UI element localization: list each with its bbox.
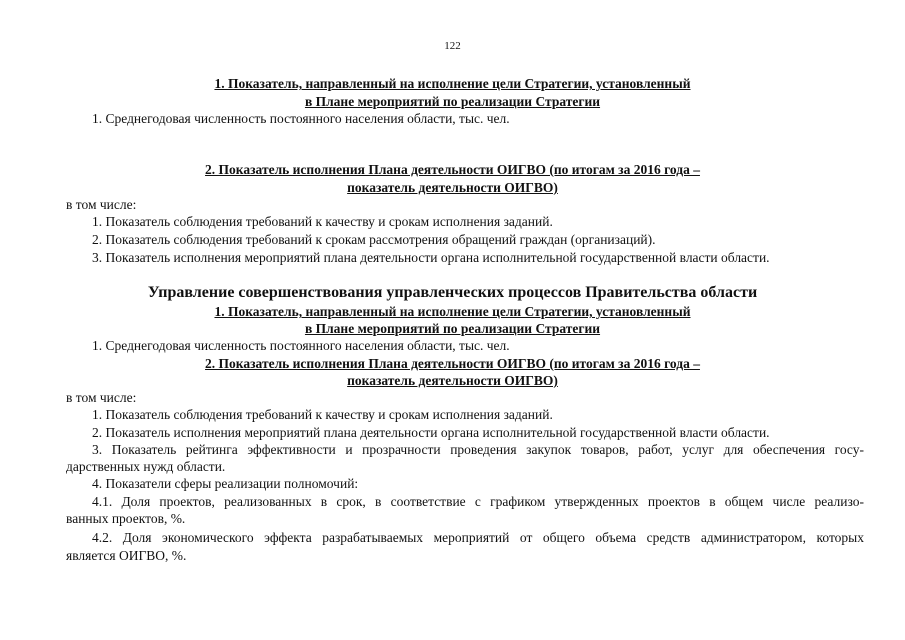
dept-section-b-heading-line2: показатель деятельности ОИГВО) xyxy=(347,373,558,388)
section-b-heading-line2: показатель деятельности ОИГВО) xyxy=(347,180,558,195)
page-number: 122 xyxy=(444,40,461,52)
department-title: Управление совершенствования управленческих процессов Правительства области xyxy=(147,284,758,301)
dept-section-b-item-4-1-line2: ванных проектов, %. xyxy=(66,511,186,526)
dept-section-b-item-4-2-line1: 4.2. Доля экономического эффекта разрабатываемых мероприятий от общего объема средств администратором, которых xyxy=(92,530,864,545)
section-b-heading-line1: 2. Показатель исполнения Плана деятельности ОИГВО (по итогам за 2016 года – xyxy=(205,162,700,177)
dept-section-a-heading-line1: 1. Показатель, направленный на исполнение цели Стратегии, установленный xyxy=(214,304,691,319)
section-a-heading-line1: 1. Показатель, направленный на исполнение цели Стратегии, установленный xyxy=(214,76,691,91)
section-a-heading-line2: в Плане мероприятий по реализации Стратегии xyxy=(304,94,601,109)
section-b-item-1: 1. Показатель соблюдения требований к качеству и срокам исполнения заданий. xyxy=(92,214,553,229)
section-b-including: в том числе: xyxy=(66,197,137,212)
dept-section-a-item-1: 1. Среднегодовая численность постоянного населения области, тыс. чел. xyxy=(92,338,510,353)
dept-section-b-item-1: 1. Показатель соблюдения требований к качеству и срокам исполнения заданий. xyxy=(92,407,553,422)
dept-section-b-item-3-line1: 3. Показатель рейтинга эффективности и прозрачности проведения закупок товаров, работ, услуг для обеспечения госу- xyxy=(92,442,864,457)
section-b-item-2: 2. Показатель соблюдения требований к срокам рассмотрения обращений граждан (организаций). xyxy=(92,232,656,247)
dept-section-b-item-3-line2: дарственных нужд области. xyxy=(66,459,226,474)
dept-section-b-item-2: 2. Показатель исполнения мероприятий плана деятельности органа исполнительной государственной власти области. xyxy=(92,425,770,440)
dept-section-b-item-4: 4. Показатели сферы реализации полномочий: xyxy=(92,476,359,491)
dept-section-b-heading-line1: 2. Показатель исполнения Плана деятельности ОИГВО (по итогам за 2016 года – xyxy=(205,356,700,371)
dept-section-b-including: в том числе: xyxy=(66,390,137,405)
dept-section-b-item-4-2-line2: является ОИГВО, %. xyxy=(66,548,187,563)
dept-section-b-item-4-1-line1: 4.1. Доля проектов, реализованных в срок, в соответствие с графиком утвержденных проектов в общем числе реализо- xyxy=(92,494,864,509)
dept-section-a-heading-line2: в Плане мероприятий по реализации Стратегии xyxy=(304,321,601,336)
section-a-item-1: 1. Среднегодовая численность постоянного населения области, тыс. чел. xyxy=(92,111,510,126)
section-b-item-3: 3. Показатель исполнения мероприятий плана деятельности органа исполнительной государственной власти области. xyxy=(92,250,770,265)
